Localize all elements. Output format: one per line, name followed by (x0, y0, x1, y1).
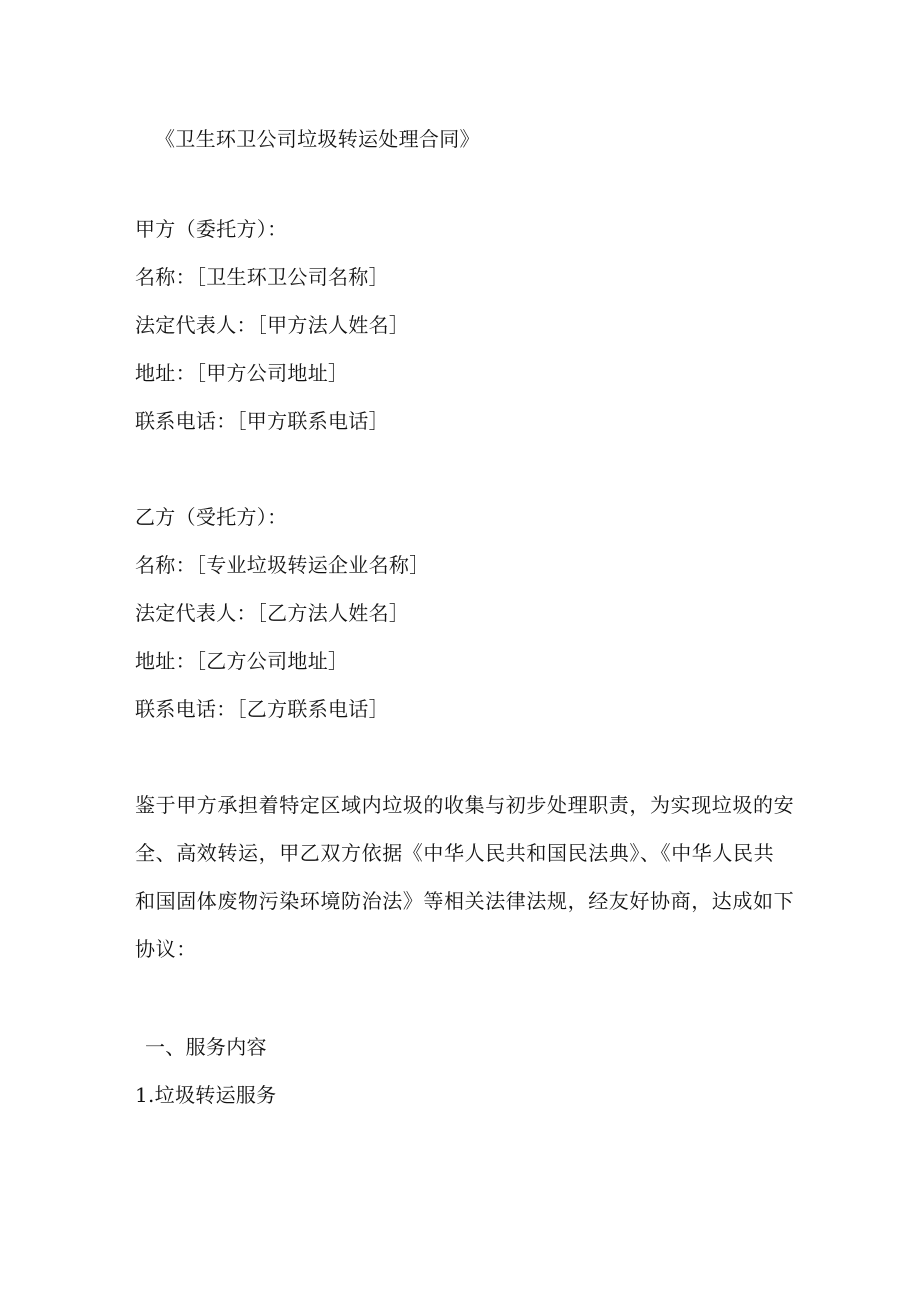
party-b-legal-rep: 法定代表人：［乙方法人姓名］ (135, 601, 410, 625)
preamble-line: 和国固体废物污染环境防治法》等相关法律法规，经友好协商，达成如下 (135, 889, 795, 913)
party-b-address: 地址：［乙方公司地址］ (135, 649, 349, 673)
contract-title: 《卫生环卫公司垃圾转运处理合同》 (155, 127, 480, 151)
party-a-phone: 联系电话：［甲方联系电话］ (135, 409, 389, 433)
party-b-heading: 乙方（受托方）： (135, 505, 288, 529)
party-a-legal-rep: 法定代表人：［甲方法人姓名］ (135, 313, 410, 337)
preamble-line: 全、高效转运，甲乙双方依据《中华人民共和国民法典》、《中华人民共 (135, 841, 775, 865)
party-b-name: 名称：［专业垃圾转运企业名称］ (135, 553, 430, 577)
preamble-line: 鉴于甲方承担着特定区域内垃圾的收集与初步处理职责，为实现垃圾的安 (135, 793, 795, 817)
party-a-name: 名称：［卫生环卫公司名称］ (135, 265, 389, 289)
preamble-line: 协议： (135, 937, 197, 961)
section-heading: 一、服务内容 (145, 1035, 267, 1059)
party-b-phone: 联系电话：［乙方联系电话］ (135, 697, 389, 721)
section-item: 1.垃圾转运服务 (135, 1083, 277, 1107)
party-a-address: 地址：［甲方公司地址］ (135, 361, 349, 385)
party-a-heading: 甲方（委托方）： (135, 217, 288, 241)
